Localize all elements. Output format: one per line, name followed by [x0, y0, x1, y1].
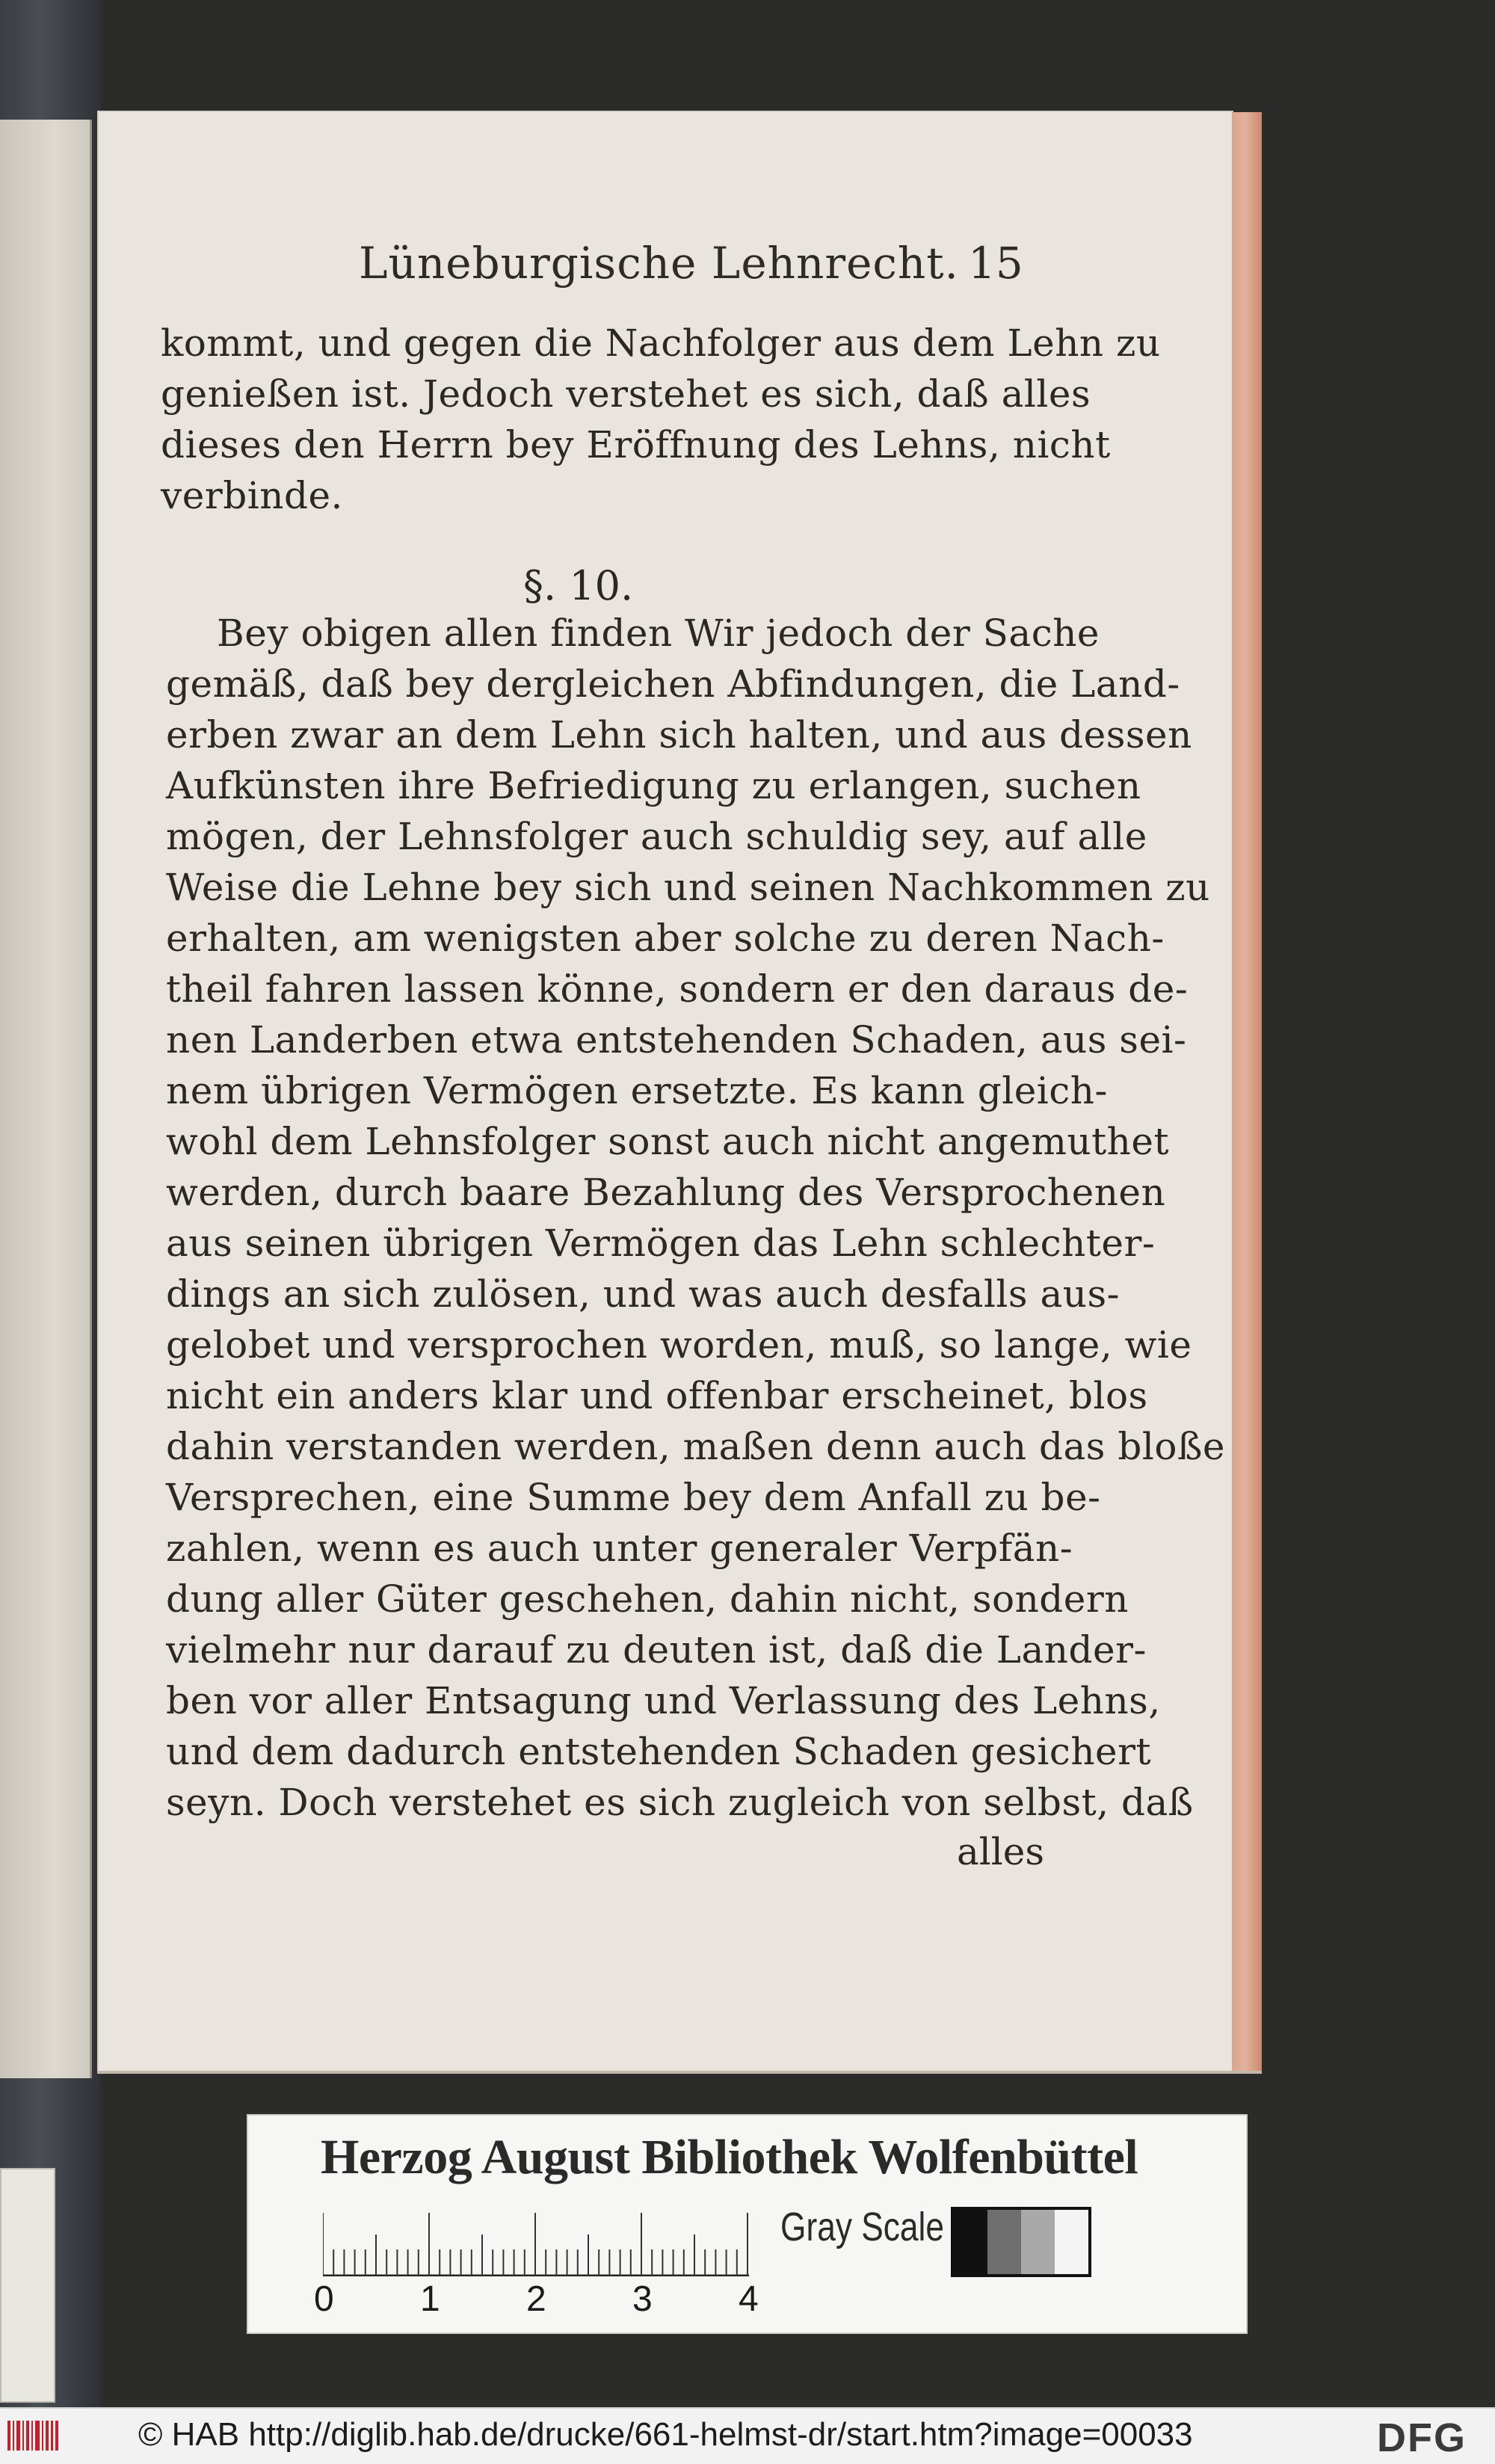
page-number: 15 [968, 238, 1023, 289]
text-line: Aufkünsten ihre Befriedigung zu erlangen, suchen [166, 764, 1141, 807]
barcode-icon [6, 2418, 60, 2454]
grayscale-swatch [951, 2207, 1091, 2277]
color-target-card [247, 2114, 1248, 2334]
text-line: wohl dem Lehnsfolger sonst auch nicht angemuthet [166, 1120, 1170, 1163]
running-head: Lüneburgische Lehnrecht. [359, 238, 959, 289]
text-line: nem übrigen Vermögen ersetzte. Es kann gleich- [166, 1069, 1108, 1112]
text-line: dung aller Güter geschehen, dahin nicht, sondern [166, 1577, 1129, 1621]
text-line: dahin verstanden werden, maßen denn auch das bloße [166, 1425, 1225, 1468]
text-line: Versprechen, eine Summe bey dem Anfall zu be- [166, 1476, 1101, 1519]
text-line: erhalten, am wenigsten aber solche zu deren Nach- [166, 917, 1165, 960]
text-line: ben vor aller Entsagung und Verlassung des Lehns, [166, 1679, 1161, 1722]
text-line: vielmehr nur darauf zu deuten ist, daß die Lander- [166, 1628, 1147, 1672]
shelf-label [0, 2168, 55, 2403]
gray-patch [1055, 2210, 1088, 2274]
text-line: kommt, und gegen die Nachfolger aus dem Lehn zu [161, 321, 1161, 365]
text-line: seyn. Doch verstehet es sich zugleich von selbst, daß [166, 1781, 1194, 1824]
text-line: verbinde. [161, 474, 343, 517]
grayscale-label: Gray Scale [780, 2205, 945, 2249]
ruler-number: 1 [420, 2279, 440, 2319]
ruler-number: 0 [314, 2279, 334, 2319]
ruler-number: 2 [526, 2279, 546, 2319]
library-name: Herzog August Bibliothek Wolfenbüttel [321, 2130, 1138, 2184]
previous-page-edge [0, 120, 92, 2078]
section-heading: §. 10. [523, 562, 634, 609]
text-line: aus seinen übrigen Vermögen das Lehn schlechter- [166, 1222, 1156, 1265]
ruler-scale [323, 2213, 749, 2276]
text-line: genießen ist. Jedoch verstehet es sich, daß alles [161, 372, 1091, 416]
gray-patch [1021, 2210, 1055, 2274]
text-line: zahlen, wenn es auch unter generaler Verpfän- [166, 1527, 1073, 1570]
text-line: gelobet und versprochen worden, muß, so lange, wie [166, 1323, 1192, 1367]
source-url[interactable]: © HAB http://diglib.hab.de/drucke/661-helmst-dr/start.htm?image=00033 [138, 2416, 1193, 2453]
ruler-number: 3 [632, 2279, 653, 2319]
ruler-numbers [314, 2279, 777, 2323]
text-line: erben zwar an dem Lehn sich halten, und aus dessen [166, 713, 1192, 757]
footer-bar [0, 2407, 1495, 2464]
page-edge [1232, 112, 1262, 2071]
gray-patch [987, 2210, 1021, 2274]
catchword: alles [957, 1830, 1045, 1873]
text-line: theil fahren lassen könne, sondern er den daraus de- [166, 967, 1189, 1011]
text-line: werden, durch baare Bezahlung des Versprochenen [166, 1171, 1166, 1214]
text-line: nen Landerben etwa entstehenden Schaden, aus sei- [166, 1018, 1187, 1062]
text-line: dings an sich zulösen, und was auch desfalls aus- [166, 1272, 1121, 1316]
dfg-logo: DFG [1377, 2415, 1467, 2460]
text-line: Bey obigen allen finden Wir jedoch der Sache [217, 612, 1100, 655]
gray-patch [954, 2210, 987, 2274]
text-line: gemäß, daß bey dergleichen Abfindungen, die Land- [166, 662, 1180, 706]
text-line: mögen, der Lehnsfolger auch schuldig sey, auf alle [166, 815, 1147, 858]
page-edge-bottom [97, 2071, 1262, 2074]
ruler-number: 4 [739, 2279, 759, 2319]
text-line: und dem dadurch entstehenden Schaden gesichert [166, 1730, 1152, 1773]
text-line: Weise die Lehne bey sich und seinen Nachkommen zu [166, 866, 1210, 909]
text-line: nicht ein anders klar und offenbar erscheinet, blos [166, 1374, 1148, 1417]
text-line: dieses den Herrn bey Eröffnung des Lehns, nicht [161, 423, 1111, 466]
